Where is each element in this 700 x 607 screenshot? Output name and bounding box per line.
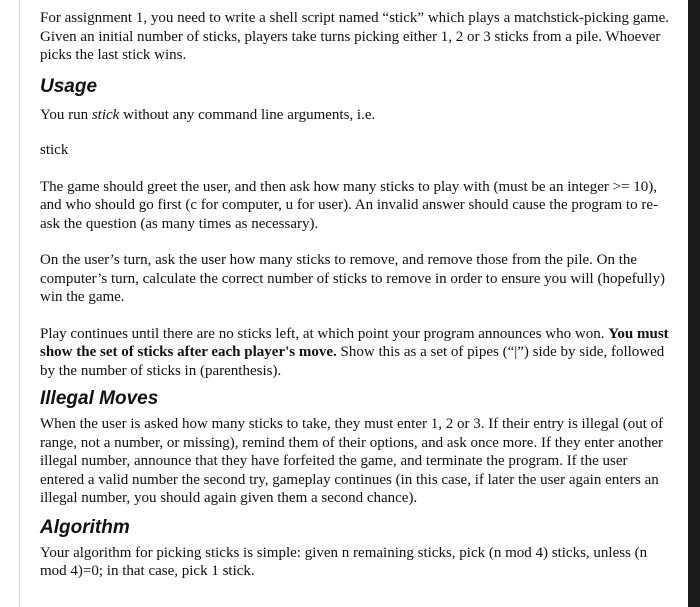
illegal-moves-paragraph: When the user is asked how many sticks to take, they must enter 1, 2 or 3. If their entry is illegal (out of range, not a number, or missing), remind them of their options, and ask once more. If they enter another illegal number, announce that they have forfeited the game, and terminate the program. If the user entered a valid number the second try, gameplay continues (in this case, if later the user again enters an illegal number, you should again given them a second chance).	[40, 416, 664, 506]
page-right-edge	[688, 0, 700, 607]
play-text-before: Play continues until there are no sticks left, at which point your program announces who won.	[40, 325, 609, 342]
play-paragraph	[40, 325, 675, 381]
intro-paragraph: For assignment 1, you need to write a shell script named “stick” which plays a matchstick-picking game. Given an initial number of sticks, players take turns picking either 1, 2 or 3 sticks from a pile. Whoever picks the last stick wins.	[40, 10, 670, 63]
document-content	[40, 9, 675, 581]
turn-paragraph: On the user’s turn, ask the user how many sticks to remove, and remove those from the pile. On the computer’s turn, calculate the correct number of sticks to remove in order to ensure you will (hopefully) win the game.	[40, 252, 665, 305]
usage-line-command-name: stick	[91, 106, 120, 123]
page-left-border	[19, 0, 20, 607]
usage-command: stick	[40, 142, 69, 158]
usage-line-after: without any command line arguments, i.e.	[119, 106, 376, 123]
algorithm-paragraph: Your algorithm for picking sticks is simple: given n remaining sticks, pick (n mod 4) sticks, unless (n mod 4)=0; in that case, pick 1 stick.	[40, 544, 648, 579]
greeting-paragraph: The game should greet the user, and then ask how many sticks to play with (must be an integer >= 10), and who should go first (c for computer, u for user). An invalid answer should cause the program to re-ask the question (as many times as necessary).	[40, 178, 658, 232]
usage-heading: Usage	[40, 75, 98, 97]
illegal-moves-heading: Illegal Moves	[40, 388, 159, 409]
usage-line	[40, 106, 675, 125]
play-text-bold: You must show the set of sticks after each player's move.	[40, 325, 669, 360]
usage-line-before: You run	[40, 106, 92, 123]
algorithm-heading: Algorithm	[40, 516, 130, 538]
play-text-after: Show this as a set of pipes (“|”) side by side, followed by the number of sticks in (parenthesis).	[40, 344, 665, 379]
